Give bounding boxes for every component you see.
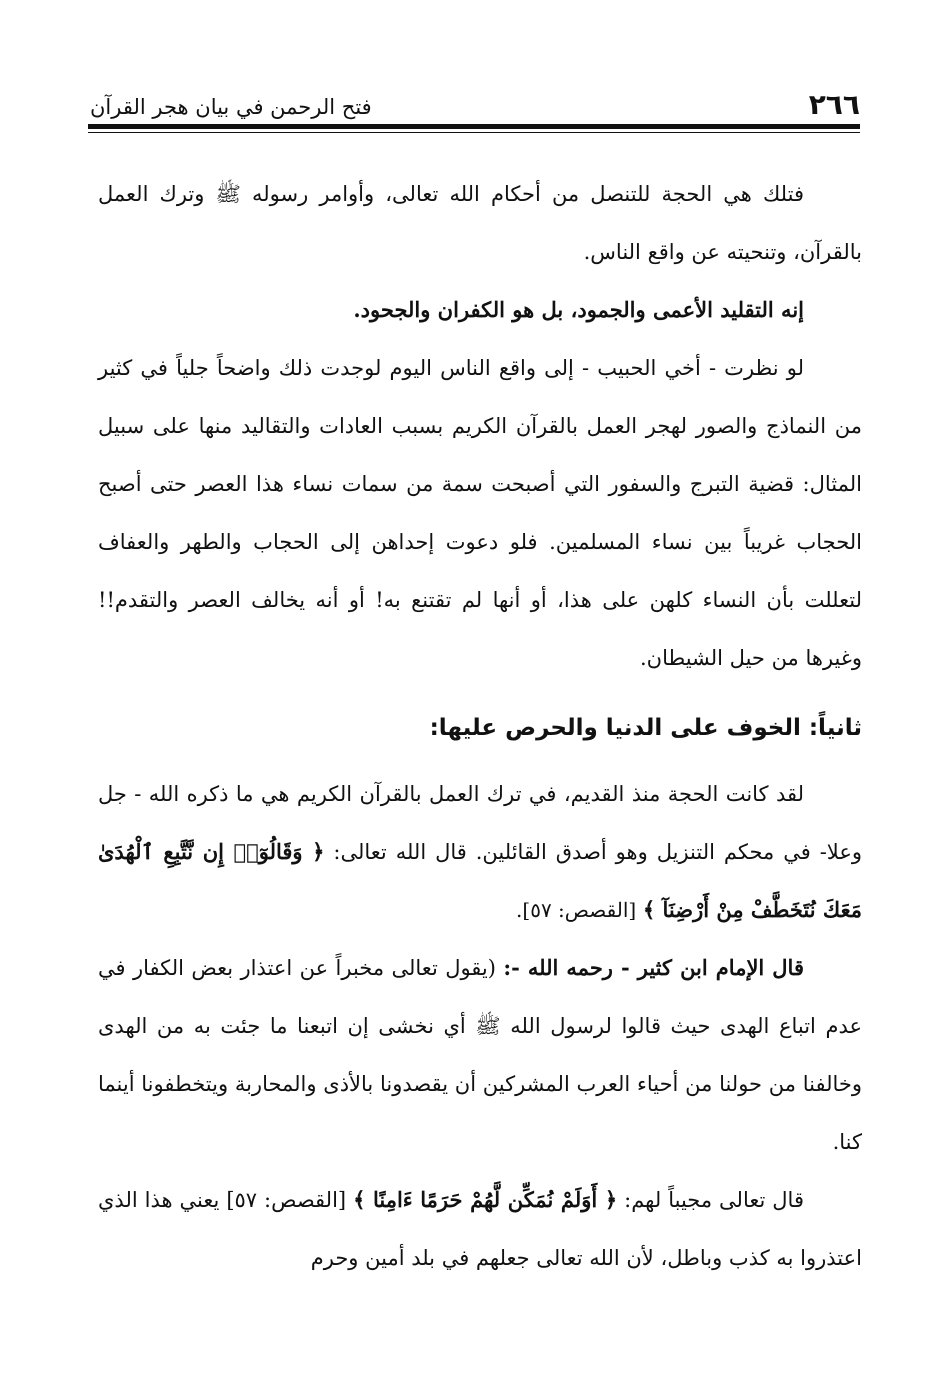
- paragraph-1: فتلك هي الحجة للتنصل من أحكام الله تعالى، وأوامر رسوله ﷺ وترك العمل بالقرآن، وتنحيته عن واقع الناس.: [98, 182, 862, 264]
- bold-statement: إنه التقليد الأعمى والجمود، بل هو الكفران والجحود.: [353, 297, 804, 322]
- paragraph-2: لو نظرت - أخي الحبيب - إلى واقع الناس اليوم لوجدت ذلك واضحاً جلياً في كثير من النماذج والصور لهجر العمل بالقرآن الكريم بسبب العادات والتقاليد منها على سبيل المثال: قضية التبرج والسفور التي أصبحت سمة من سمات نساء هذا العصر حتى أصبح الحجاب غريباً بين نساء المسلمين. فلو دعوت إحداهن إلى الحجاب والطهر والعفاف لتعللت بأن النساء كلهن على هذا، أو أنها لم تقتنع به! أو أنه يخالف العصر والتقدم!! وغيرها من حيل الشيطان.: [98, 356, 862, 670]
- paragraph-4: [98, 939, 862, 1171]
- verse-reference-1: [القصص: ٥٧].: [516, 898, 637, 922]
- header-rule-thin: [88, 132, 860, 133]
- header-rule-thick: [88, 124, 860, 129]
- paragraph-5-text: قال تعالى مجيباً لهم:: [624, 1188, 804, 1212]
- page-body: [98, 165, 862, 1287]
- running-title: فتح الرحمن في بيان هجر القرآن: [90, 95, 372, 119]
- paragraph-3-text: لقد كانت الحجة منذ القديم، في ترك العمل بالقرآن الكريم هي ما ذكره الله - جل وعلا- في محكم التنزيل وهو أصدق القائلين. قال الله تعالى:: [98, 782, 862, 864]
- paragraph-3: [98, 765, 862, 939]
- paragraph-5: [98, 1171, 862, 1287]
- quote-attribution: قال الإمام ابن كثير - رحمه الله -:: [503, 955, 804, 980]
- page-number: ٢٦٦: [808, 88, 860, 121]
- page-header: [90, 78, 860, 122]
- quran-verse-2: ﴿ أَوَلَمْ نُمَكِّن لَّهُمْ حَرَمًا ءَامِنًا ﴾: [353, 1187, 618, 1212]
- paragraph-5-rest: [القصص: ٥٧] يعني هذا الذي اعتذروا به كذب وباطل، لأن الله تعالى جعلهم في بلد أمين وحرم: [98, 1188, 862, 1270]
- section-heading: ثانياً: الخوف على الدنيا والحرص عليها:: [429, 715, 862, 741]
- paragraph-4-text: (يقول تعالى مخبراً عن اعتذار بعض الكفار في عدم اتباع الهدى حيث قالوا لرسول الله ﷺ أي نخشى إن اتبعنا ما جئت به من الهدى وخالفنا من حولنا من أحياء العرب المشركين أن يقصدونا بالأذى والمحاربة ويتخطفونا أينما كنا.: [98, 956, 862, 1154]
- quran-verse-1: ﴿ وَقَالُوٓا۟ إِن نَّتَّبِعِ ٱلْهُدَىٰ مَعَكَ نُتَخَطَّفْ مِنْ أَرْضِنَآ ﴾: [98, 839, 862, 922]
